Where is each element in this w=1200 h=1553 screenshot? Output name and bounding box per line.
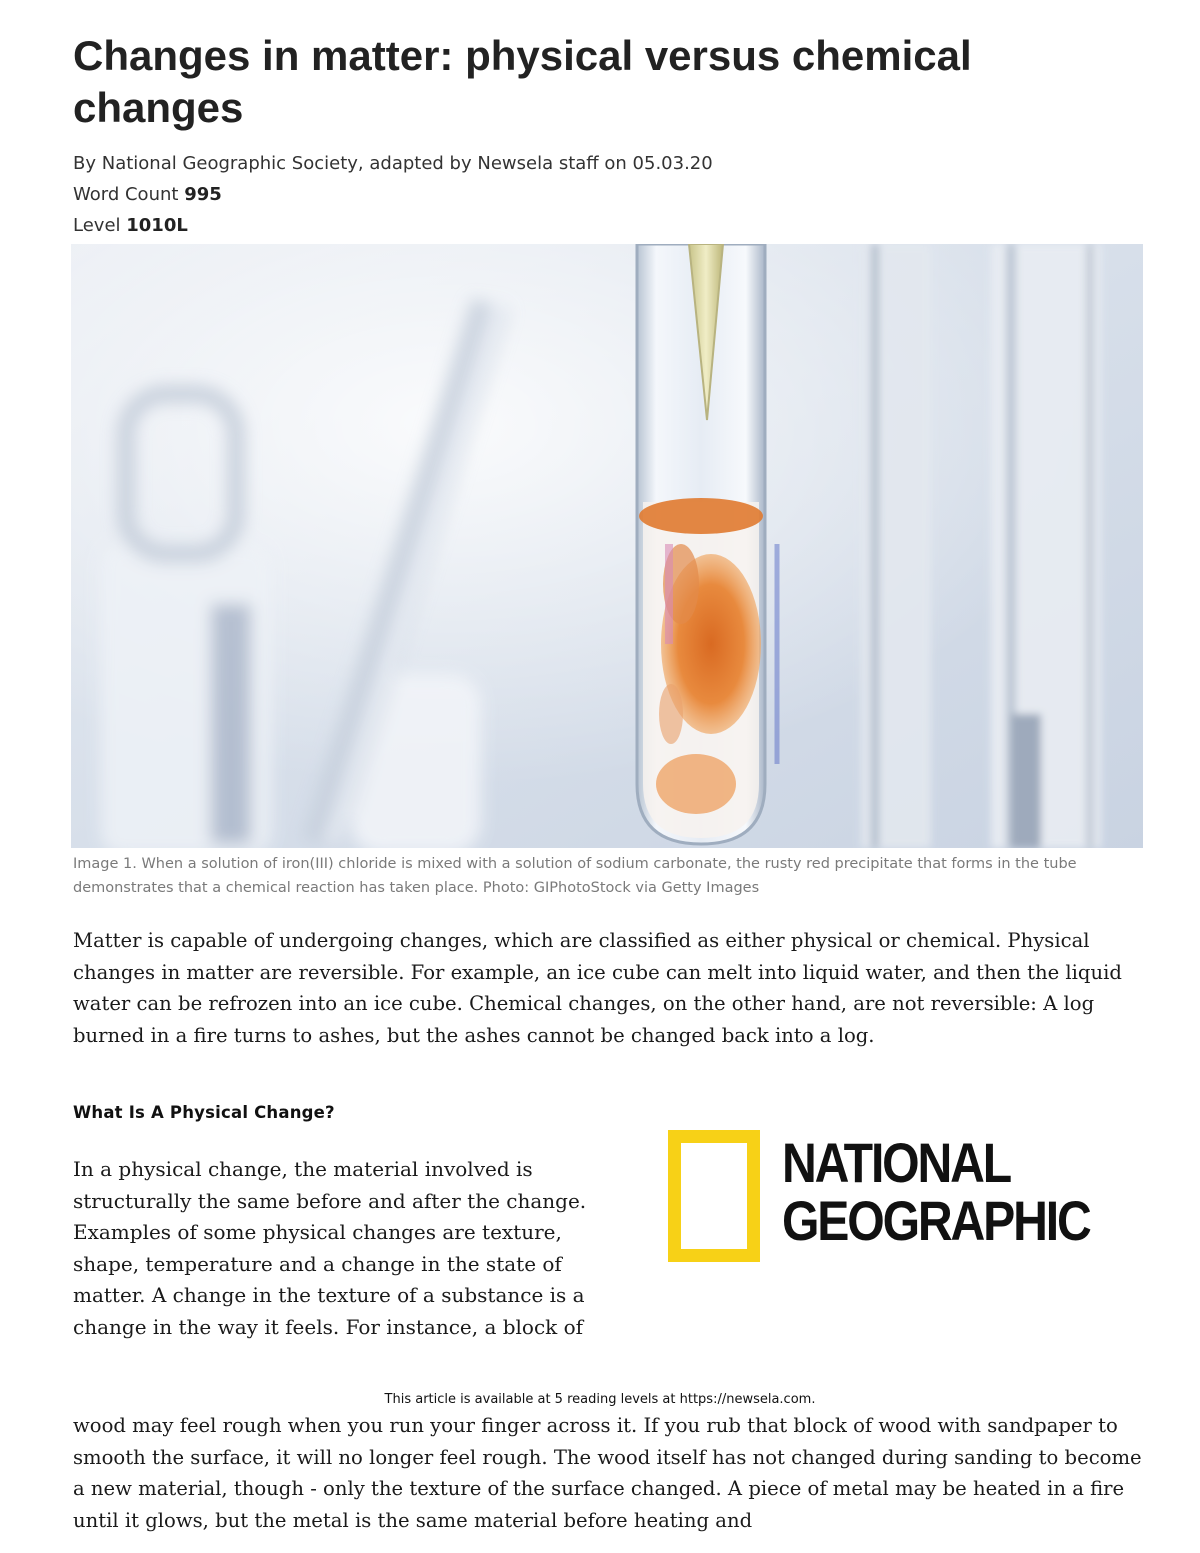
reading-level [73, 210, 713, 241]
section-heading: What Is A Physical Change? [73, 1103, 335, 1122]
paragraph-continued: wood may feel rough when you run your finger across it. If you rub that block of wood with sandpaper to smooth the surface, it will no longer feel rough. The wood itself has not changed during sanding to become a new material, though - only the texture of the surface changed. A piece of metal may be heated in a fire until it glows, but the metal is the same material before heating and [73, 1414, 1142, 1532]
reading-levels-note: This article is available at 5 reading levels at https://newsela.com. [384, 1392, 816, 1407]
paragraph-physical-change: In a physical change, the material involved is structurally the same before and after the change. Examples of some physical changes are texture, shape, temperature and a change in the state of matter. A change in the texture of a substance is a change in the way it feels. For instance, a block of [73, 1157, 587, 1339]
logo-line-2: GEOGRAPHIC [782, 1189, 1090, 1252]
byline: By National Geographic Society, adapted by Newsela staff on 05.03.20 [73, 153, 713, 174]
national-geographic-logo [668, 1130, 1128, 1265]
word-count-label: Word Count [73, 184, 179, 205]
logo-line-1: NATIONAL [782, 1131, 1011, 1194]
logo-wordmark [782, 1131, 1090, 1252]
level-value: 1010L [126, 215, 188, 236]
word-count [73, 179, 713, 210]
test-tube-photo [71, 244, 1143, 848]
article-title: Changes in matter: physical versus chemical changes [73, 32, 972, 131]
yellow-frame-icon [668, 1130, 760, 1262]
word-count-value: 995 [184, 184, 222, 205]
level-label: Level [73, 215, 121, 236]
image-caption: Image 1. When a solution of iron(III) chloride is mixed with a solution of sodium carbonate, the rusty red precipitate that forms in the tube demonstrates that a chemical reaction has taken place. Photo: GIPhotoStock via Getty Images [73, 856, 1077, 896]
paragraph-intro: Matter is capable of undergoing changes, which are classified as either physical or chemical. Physical changes in matter are reversible. For example, an ice cube can melt into liquid water, and then the liquid water can be refrozen into an ice cube. Chemical changes, on the other hand, are not reversible: A log burned in a fire turns to ashes, but the ashes cannot be changed back into a log. [73, 929, 1122, 1047]
article-meta [73, 148, 713, 241]
